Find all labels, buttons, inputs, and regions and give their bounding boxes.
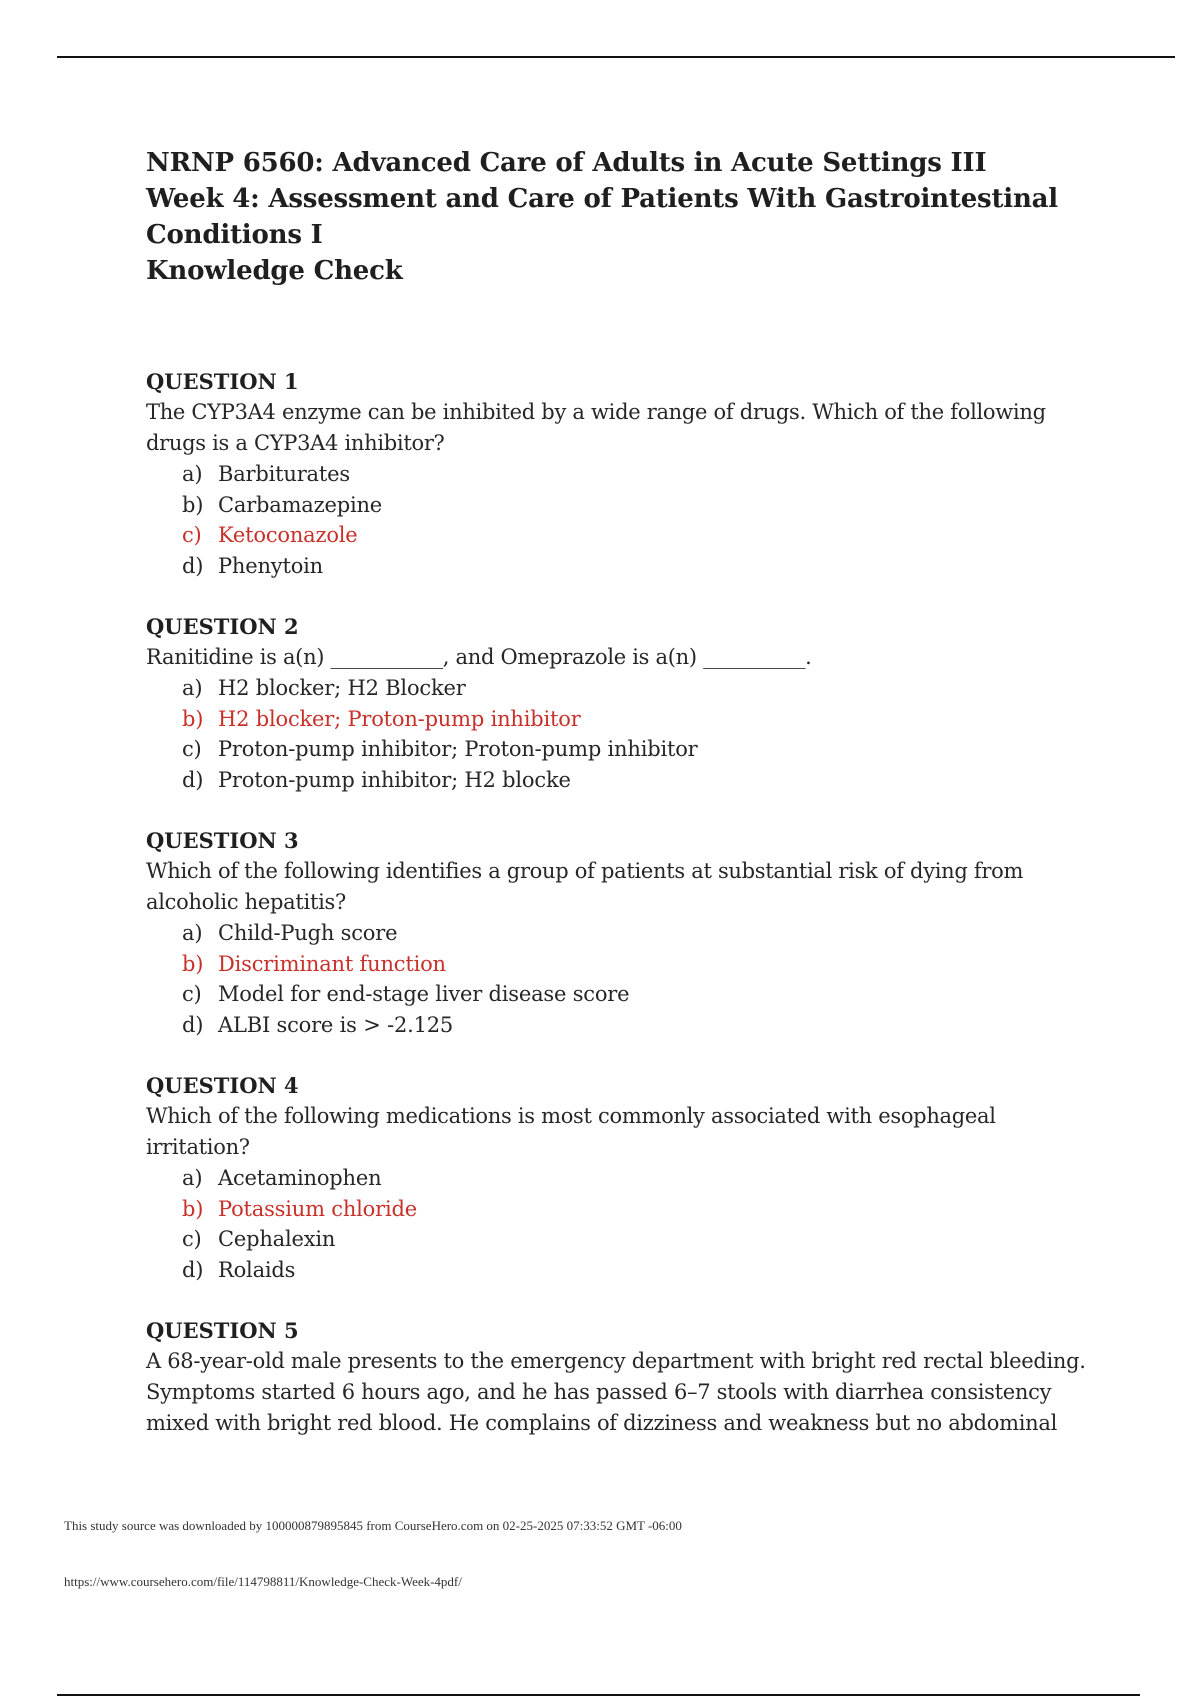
document-content [146,145,1096,1470]
option-letter: b) [182,492,204,517]
answer-option-c-correct [182,520,1096,551]
question-heading: QUESTION 4 [146,1073,299,1098]
question-4 [146,1071,1096,1285]
option-text: Carbamazepine [218,492,383,517]
option-letter: c) [182,1227,202,1251]
download-source-notice: This study source was downloaded by 100000879895845 from CourseHero.com on 02-25-2025 07:33:52 GMT -06:00 [64,1518,682,1533]
answer-options [146,918,1096,1040]
option-text: ALBI score is > -2.125 [218,1012,454,1037]
answer-option-d [182,1255,1096,1286]
option-letter: d) [182,1257,204,1282]
option-text: Child-Pugh score [218,921,398,945]
question-1 [146,367,1096,581]
option-text: H2 blocker; H2 Blocker [218,676,466,700]
answer-options [146,1163,1096,1285]
answer-option-a [182,459,1096,490]
option-letter: a) [182,462,203,486]
option-text: Acetaminophen [218,1166,382,1190]
question-text: Which of the following identifies a group of patients at substantial risk of dying from alcoholic hepatitis? [146,859,1024,914]
answer-option-d [182,1010,1096,1041]
option-letter: d) [182,1012,204,1037]
title-week: Week 4: Assessment and Care of Patients With Gastrointestinal [146,184,1058,214]
option-letter: a) [182,921,203,945]
option-text: Barbiturates [218,462,350,486]
question-3 [146,826,1096,1040]
option-letter: c) [182,523,202,547]
answer-option-d [182,551,1096,582]
question-5 [146,1316,1096,1439]
option-letter: b) [182,706,204,731]
questions-list [146,367,1096,1439]
top-rule [57,56,1175,58]
option-letter: c) [182,737,202,761]
option-letter: c) [182,982,202,1006]
option-text: Potassium chloride [218,1196,417,1221]
question-text: Ranitidine is a(n) ___________, and Omeprazole is a(n) __________. [146,645,812,669]
option-text: Proton-pump inhibitor; H2 blocke [218,767,571,792]
option-letter: b) [182,1196,204,1221]
title-week-cont: Conditions I [146,220,323,250]
answer-option-a [182,1163,1096,1194]
question-2 [146,612,1096,795]
answer-option-b-correct [182,1194,1096,1225]
document-title [146,145,1096,289]
source-url[interactable]: https://www.coursehero.com/file/114798811/Knowledge-Check-Week-4pdf/ [64,1574,462,1589]
answer-options [146,673,1096,795]
option-text: Discriminant function [218,951,446,976]
answer-options [146,459,1096,581]
option-text: Ketoconazole [218,523,358,547]
question-text: Which of the following medications is most commonly associated with esophageal irritation? [146,1104,996,1159]
option-letter: d) [182,767,204,792]
option-text: H2 blocker; Proton-pump inhibitor [218,706,581,731]
option-letter: a) [182,1166,203,1190]
answer-option-d [182,765,1096,796]
answer-option-c [182,979,1096,1010]
answer-option-b-correct [182,949,1096,980]
title-knowledge-check: Knowledge Check [146,256,403,286]
option-letter: b) [182,951,204,976]
answer-option-a [182,918,1096,949]
answer-option-c [182,1224,1096,1255]
option-text: Phenytoin [218,553,323,578]
option-letter: d) [182,553,204,578]
question-heading: QUESTION 1 [146,369,299,394]
question-heading: QUESTION 5 [146,1318,299,1343]
title-course: NRNP 6560: Advanced Care of Adults in Acute Settings III [146,148,987,178]
answer-option-b [182,490,1096,521]
option-text: Cephalexin [218,1227,336,1251]
option-text: Rolaids [218,1257,296,1282]
bottom-rule [57,1694,1140,1696]
option-text: Model for end-stage liver disease score [218,982,630,1006]
option-letter: a) [182,676,203,700]
option-text: Proton-pump inhibitor; Proton-pump inhibitor [218,737,698,761]
answer-option-b-correct [182,704,1096,735]
question-heading: QUESTION 3 [146,828,299,853]
question-heading: QUESTION 2 [146,614,299,639]
answer-option-a [182,673,1096,704]
answer-option-c [182,734,1096,765]
question-text: The CYP3A4 enzyme can be inhibited by a wide range of drugs. Which of the following drugs is a CYP3A4 inhibitor? [146,400,1046,455]
question-text: A 68-year-old male presents to the emergency department with bright red rectal bleeding. Symptoms started 6 hours ago, and he has passed 6–7 stools with diarrhea consistency mixed with bright red blood. He complains of dizziness and weakness but no abdominal [146,1349,1086,1435]
